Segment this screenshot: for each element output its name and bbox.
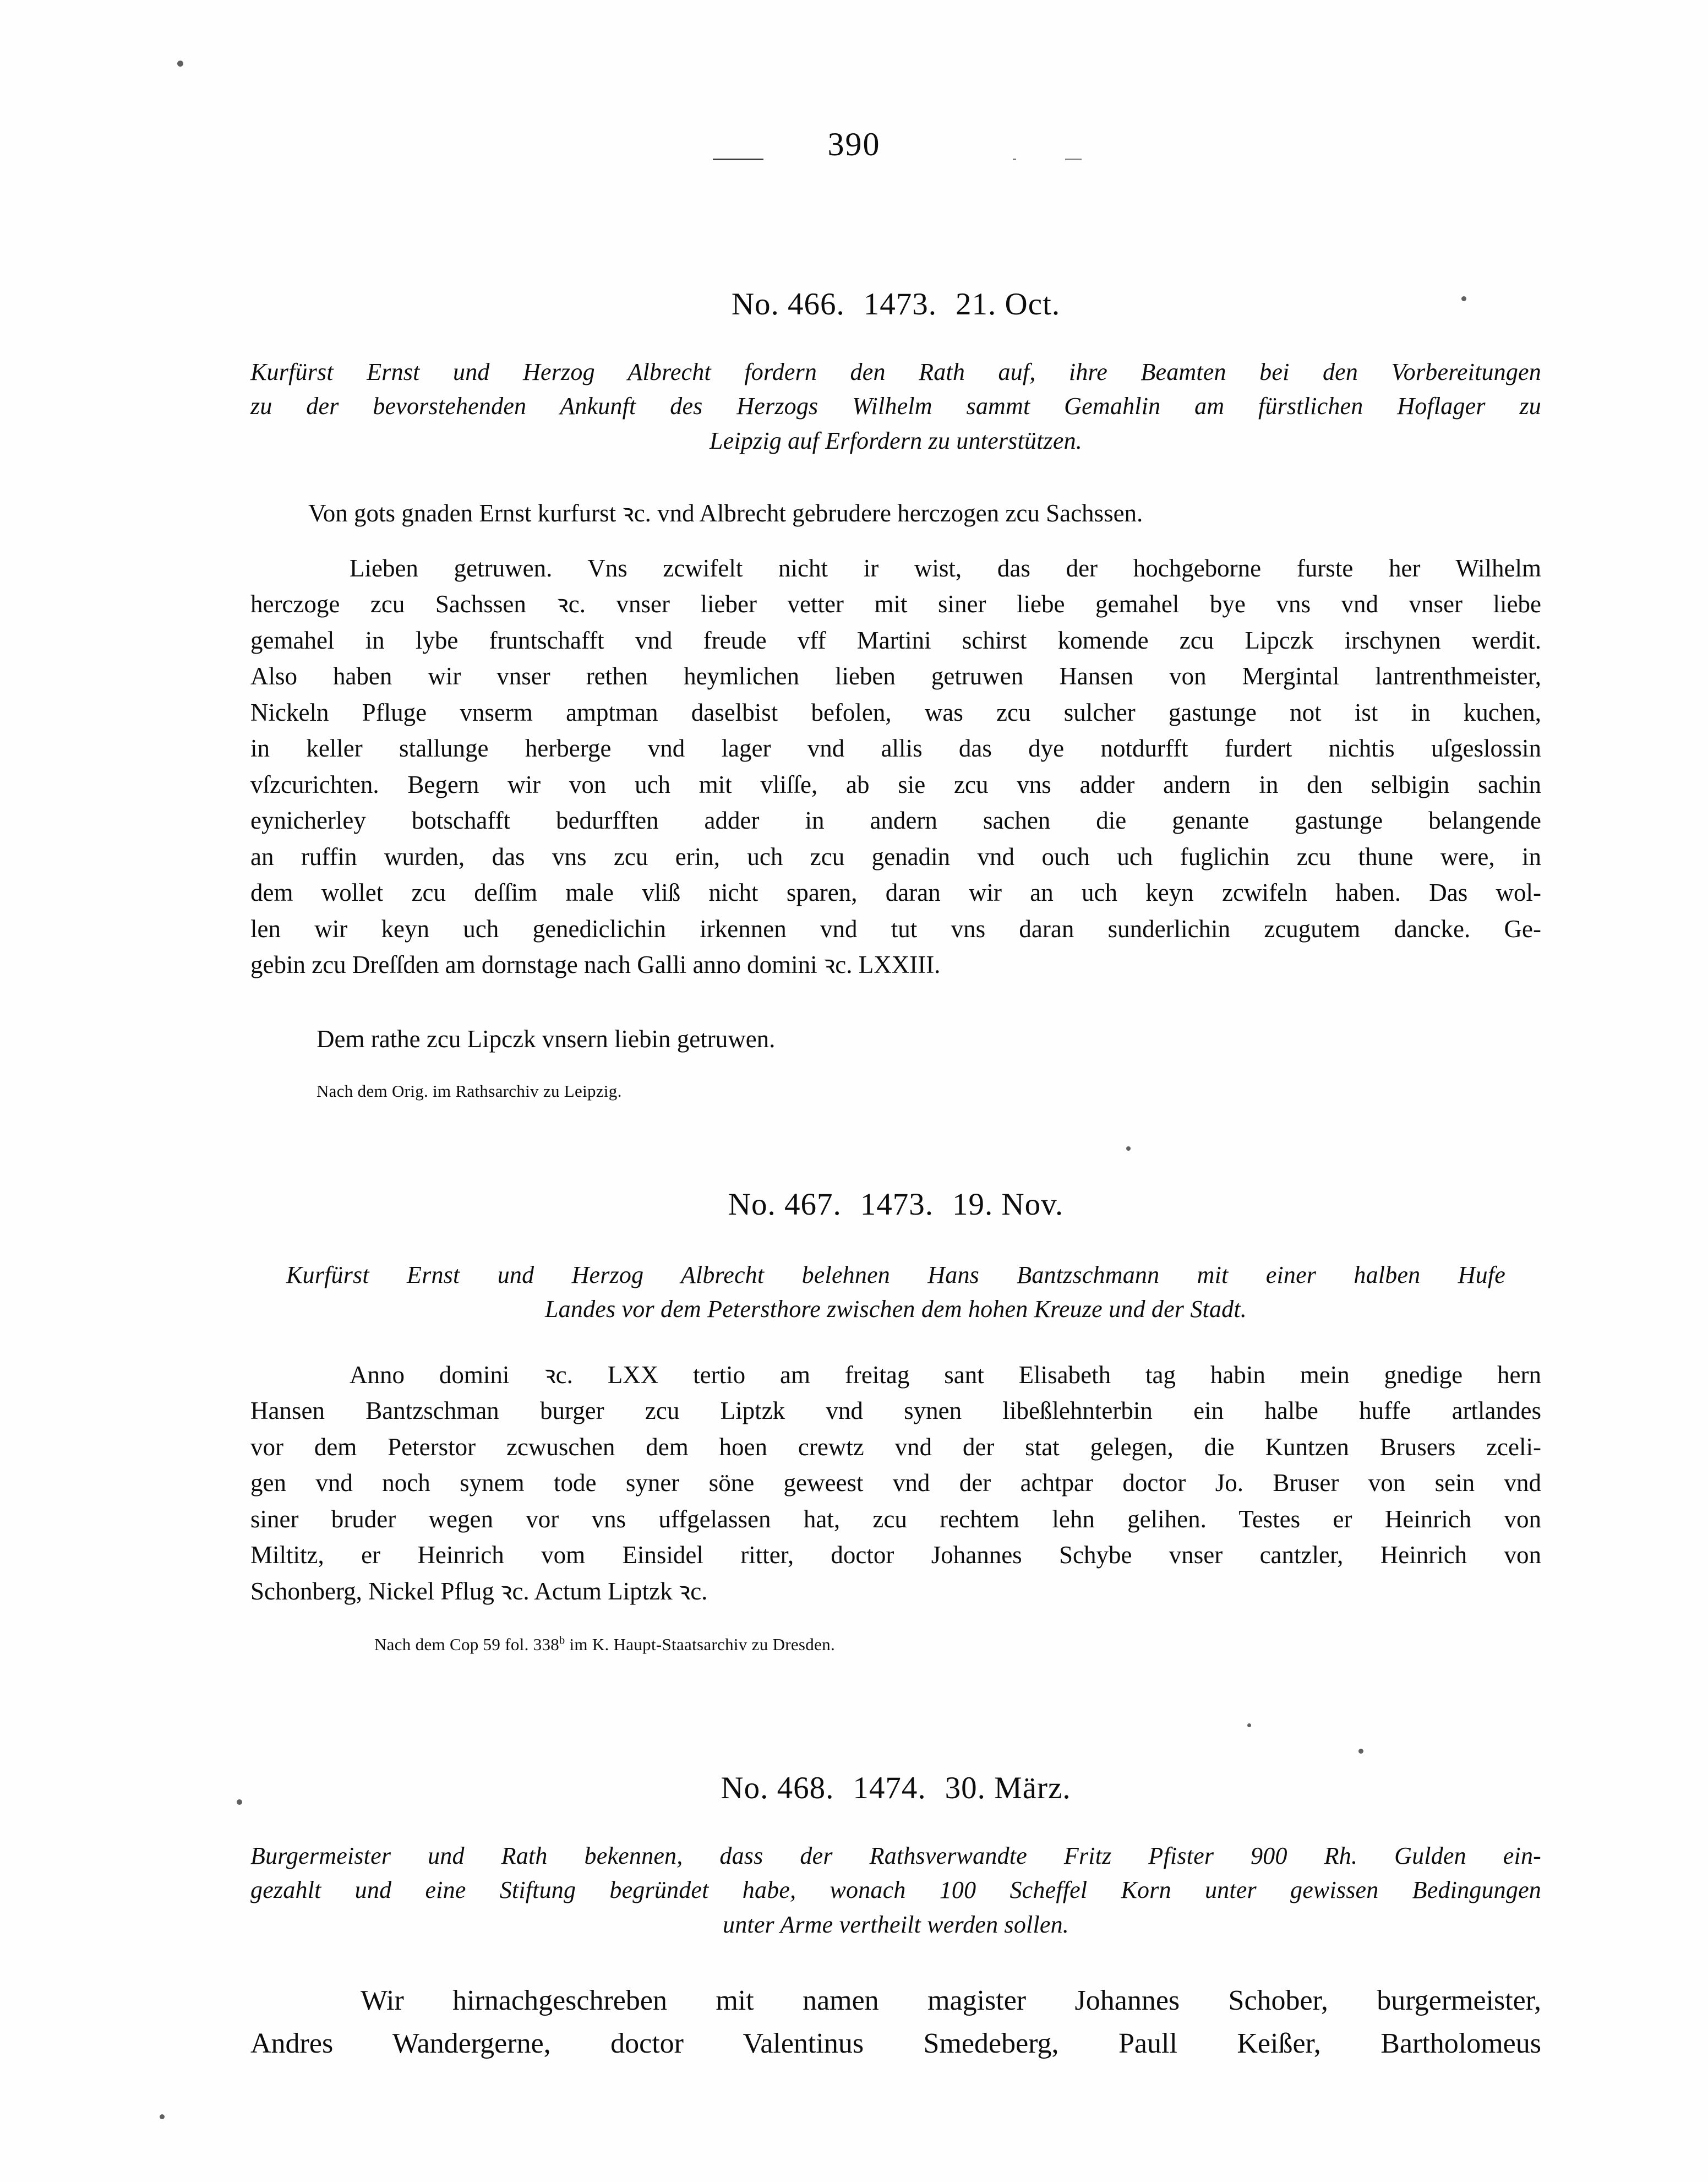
body-line: len wir keyn uch genediclichin irkennen vnd tut vns daran sunderlichin zcugutem dancke. Ge- — [250, 915, 1541, 943]
body-line: an ruffin wurden, das vns zcu erin, uch zcu genadin vnd ouch uch fuglichin zcu thune were, in — [250, 842, 1541, 870]
body-line: Lieben getruwen. Vns zcwifelt nicht ir wist, das der hochgeborne furste her Wilhelm — [350, 554, 1541, 582]
page-number: 390 — [827, 126, 881, 162]
document-466-closing — [250, 1021, 1541, 1057]
document-466-title — [250, 286, 1541, 322]
document-466-summary — [250, 355, 1541, 458]
body-line: Miltitz, er Heinrich vom Einsidel ritter, doctor Johannes Schybe vnser cantzler, Heinrich von — [250, 1541, 1541, 1569]
source-note-main: Nach dem Cop 59 fol. 338 — [374, 1635, 560, 1654]
summary-line: Kurfürst Ernst und Herzog Albrecht fordern den Rath auf, ihre Beamten bei den Vorbereitungen — [250, 358, 1541, 385]
body-line: Nickeln Pfluge vnserm amptman daselbist befolen, was zcu sulcher gastunge not ist in kuchen, — [250, 698, 1541, 726]
body-line: siner bruder wegen vor vns uffgelassen hat, zcu rechtem lehn gelihen. Testes er Heinrich von — [250, 1505, 1541, 1533]
body-line: Schonberg, Nickel Pflug ꝛc. Actum Liptzk ꝛc. — [250, 1577, 708, 1605]
summary-line: Kurfürst Ernst und Herzog Albrecht belehnen Hans Bantzschmann mit einer halben Hufe — [286, 1261, 1505, 1288]
document-466-year: 1473. — [863, 287, 937, 322]
body-line: gebin zcu Dreſſden am dornstage nach Galli anno domini ꝛc. LXXIII. — [250, 951, 941, 979]
document-468-year: 1474. — [853, 1771, 926, 1805]
body-line: Wir hirnachgeschreben mit namen magister Johannes Schober, burgermeister, — [361, 1985, 1541, 2016]
body-line: in keller stallunge herberge vnd lager vnd allis das dye notdurfft furdert nichtis uſgeslossin — [250, 734, 1541, 763]
body-line: Hansen Bantzschman burger zcu Liptzk vnd synen libeßlehnterbin ein halbe huffe artlandes — [250, 1397, 1541, 1425]
body-line: vſzcurichten. Begern wir von uch mit vliſſe, ab sie zcu vns adder andern in den selbigin sachin — [250, 770, 1541, 798]
body-line: herczoge zcu Sachssen ꝛc. vnser lieber vetter mit siner liebe gemahel bye vns vnd vnser liebe — [250, 590, 1541, 618]
summary-text — [250, 355, 1541, 458]
source-note-superscript: b — [559, 1634, 565, 1647]
document-467-summary — [286, 1258, 1505, 1327]
document-467-title — [250, 1187, 1541, 1222]
scan-speck — [177, 61, 183, 67]
document-466 — [250, 286, 1541, 322]
body-line: vor dem Peterstor zcwuschen dem hoen crewtz vnd der stat gelegen, die Kuntzen Brusers zceli- — [250, 1433, 1541, 1461]
source-note-tail: im K. Haupt-Staatsarchiv zu Dresden. — [565, 1635, 836, 1654]
document-467-source — [314, 1633, 1541, 1656]
document-466-date: 21. Oct. — [956, 287, 1061, 322]
document-467-date: 19. Nov. — [952, 1187, 1064, 1222]
body-paragraph — [250, 551, 1541, 983]
document-467-year: 1473. — [860, 1187, 934, 1222]
document-467-number: No. 467. — [728, 1187, 842, 1222]
body-line: Anno domini ꝛc. LXX tertio am freitag sant Elisabeth tag habin mein gnedige hern — [350, 1361, 1541, 1389]
body-line: gemahel in lybe fruntschafft vnd freude vff Martini schirst komende zcu Lipczk irschynen werdit. — [250, 626, 1541, 654]
source-note: Nach dem Orig. im Rathsarchiv zu Leipzig. — [317, 1081, 622, 1101]
summary-line: gezahlt und eine Stiftung begründet habe, wonach 100 Scheffel Korn unter gewissen Bedingungen — [250, 1876, 1541, 1904]
body-line: eynicherley botschafft bedurfften adder in andern sachen die genante gastunge belangende — [250, 807, 1541, 835]
document-467 — [250, 1187, 1541, 1222]
body-line: Andres Wandergerne, doctor Valentinus Smedeberg, Paull Keißer, Bartholomeus — [250, 2028, 1541, 2059]
summary-text — [286, 1258, 1505, 1327]
document-468-body — [250, 1979, 1541, 2065]
document-466-number: No. 466. — [731, 287, 845, 322]
document-468-summary — [250, 1839, 1541, 1942]
body-paragraph — [250, 1979, 1541, 2065]
summary-line: Burgermeister und Rath bekennen, dass der Rathsverwandte Fritz Pfister 900 Rh. Gulden ein- — [250, 1842, 1541, 1869]
document-466-source — [250, 1079, 1541, 1103]
body-paragraph — [250, 1357, 1541, 1609]
head-rule-right-dot — [1013, 159, 1016, 160]
document-466-salutation — [308, 496, 1541, 531]
body-line: gen vnd noch synem tode syner söne geweest vnd der achtpar doctor Jo. Bruser von sein vnd — [250, 1469, 1541, 1497]
document-467-body — [250, 1357, 1541, 1609]
head-rule-right — [1065, 159, 1082, 160]
summary-text — [250, 1839, 1541, 1942]
document-468-number: No. 468. — [721, 1771, 834, 1805]
summary-line: zu der bevorstehenden Ankunft des Herzogs Wilhelm sammt Gemahlin am fürstlichen Hoflager zu — [250, 393, 1541, 420]
summary-line: Leipzig auf Erfordern zu unterstützen. — [710, 427, 1082, 454]
summary-line: Landes vor dem Petersthore zwischen dem hohen Kreuze und der Stadt. — [545, 1296, 1247, 1323]
scan-speck — [1358, 1749, 1363, 1754]
body-line: dem wollet zcu deſſim male vliß nicht sparen, daran wir an uch keyn zcwifeln haben. Das wol- — [250, 879, 1541, 907]
scan-speck — [237, 1799, 242, 1805]
closing-line: Dem rathe zcu Lipczk vnsern liebin getruwen. — [317, 1025, 776, 1053]
body-line: Also haben wir vnser rethen heymlichen lieben getruwen Hansen von Mergintal lantrenthmeister, — [250, 662, 1541, 690]
summary-line: unter Arme vertheilt werden sollen. — [723, 1911, 1069, 1938]
running-head — [0, 116, 1708, 176]
document-466-body — [250, 551, 1541, 983]
scan-speck — [1126, 1146, 1131, 1151]
scan-speck — [160, 2114, 165, 2119]
document-468-title — [250, 1770, 1541, 1806]
source-note — [314, 1633, 1541, 1656]
salutation-line: Von gots gnaden Ernst kurfurst ꝛc. vnd Albrecht gebrudere herczogen zcu Sachssen. — [308, 499, 1143, 527]
document-468-date: 30. März. — [945, 1771, 1071, 1805]
scan-speck — [1247, 1723, 1251, 1727]
document-468 — [250, 1770, 1541, 1806]
